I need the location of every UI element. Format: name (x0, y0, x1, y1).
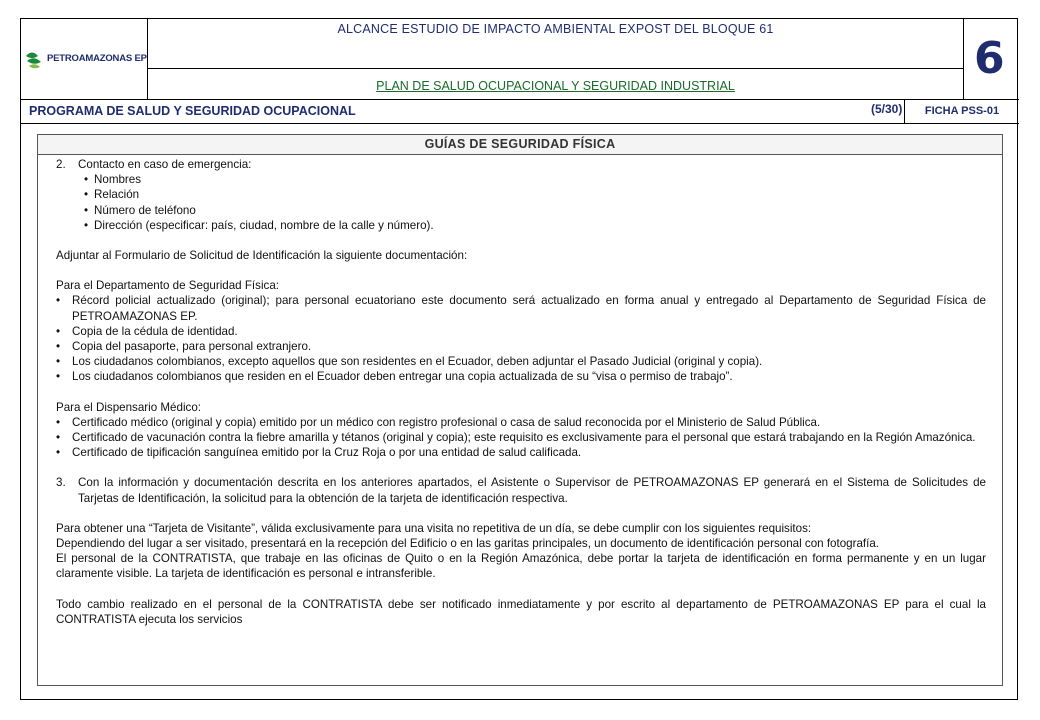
page-indicator: (5/30) (871, 102, 903, 116)
item-2: 2. Contacto en caso de emergencia: (56, 158, 252, 171)
program-row (21, 99, 1019, 124)
section-title: GUÍAS DE SEGURIDAD FÍSICA (38, 135, 1002, 155)
paragraph: Dependiendo del lugar a ser visitado, presentará en la recepción del Edificio o en las garitas principales, un documento de identificación personal con fotografía. (56, 537, 880, 551)
subheading: Para el Dispensario Médico: (56, 400, 201, 414)
list-item: • Los ciudadanos colombianos que residen en el Ecuador deben entregar una copia actualizada de su “visa o permiso de trabajo”. (56, 369, 986, 384)
item-3: 3. Con la información y documentación descrita en los anteriores apartados, el Asistente o Supervisor de PETROAMAZONAS EP generará en el Sistema de Solicitudes de Tarjetas de Identificación, la solicitud para la obtención de la tarjeta de identificación respectiva. (56, 476, 986, 505)
ficha-code: FICHA PSS-01 (904, 100, 1019, 123)
list-item: • Los ciudadanos colombianos, excepto aquellos que son residentes en el Ecuador, deben adjuntar el Pasado Judicial (original y copia). (56, 354, 986, 369)
list-item: • Certificado de vacunación contra la fiebre amarilla y tétanos (original y copia); este requisito es exclusivamente para el personal que estará trabajando en la Región Amazónica. (56, 430, 986, 445)
list-item: • Dirección (especificar: país, ciudad, nombre de la calle y número). (56, 218, 986, 233)
chapter-number: 6 (974, 33, 1005, 84)
document-title: ALCANCE ESTUDIO DE IMPACTO AMBIENTAL EXPOST DEL BLOQUE 61 (148, 19, 963, 69)
paragraph: Para obtener una “Tarjeta de Visitante”, válida exclusivamente para una visita no repetitiva de un día, se debe cumplir con los siguientes requisitos: (56, 521, 812, 535)
list-item: • Número de teléfono (56, 203, 986, 218)
header-center (148, 19, 964, 99)
logo-text: PETROAMAZONAS EP (47, 53, 147, 64)
content-body (56, 157, 986, 627)
paragraph: El personal de la CONTRATISTA, que trabaje en las oficinas de Quito o en la Región Amazónica, debe portar la tarjeta de identificación en forma permanente y en un lugar claramente visible. La tarjeta de identificación es personal e intransferible. (56, 552, 986, 581)
list-item: • Relación (56, 187, 986, 202)
list-item: • Certificado médico (original y copia) emitido por un médico con registro profesional o casa de salud reconocida por el Ministerio de Salud Pública. (56, 415, 986, 430)
logo-cell (21, 19, 148, 99)
content-box (37, 134, 1003, 686)
subheading: Para el Departamento de Seguridad Física: (56, 279, 279, 293)
document-subtitle: PLAN DE SALUD OCUPACIONAL Y SEGURIDAD INDUSTRIAL (376, 79, 735, 93)
paragraph: Todo cambio realizado en el personal de la CONTRATISTA debe ser notificado inmediatamente y por escrito al departamento de PETROAMAZONAS EP para el cual la CONTRATISTA ejecuta los servicios (56, 597, 986, 626)
list-item: • Copia de la cédula de identidad. (56, 324, 986, 339)
paragraph: Adjuntar al Formulario de Solicitud de Identificación la siguiente documentación: (56, 249, 468, 263)
list-item: • Récord policial actualizado (original); para personal ecuatoriano este documento será actualizado en forma anual y entregado al Departamento de Seguridad Física de PETROAMAZONAS EP. (56, 293, 986, 323)
list-item: • Nombres (56, 172, 986, 187)
program-title: PROGRAMA DE SALUD Y SEGURIDAD OCUPACIONAL (29, 104, 356, 118)
chapter-cell (964, 19, 1019, 99)
list-item: • Copia del pasaporte, para personal extranjero. (56, 339, 986, 354)
document-page (20, 18, 1018, 700)
list-item: • Certificado de tipificación sanguínea emitido por la Cruz Roja o por una entidad de salud calificada. (56, 445, 986, 460)
